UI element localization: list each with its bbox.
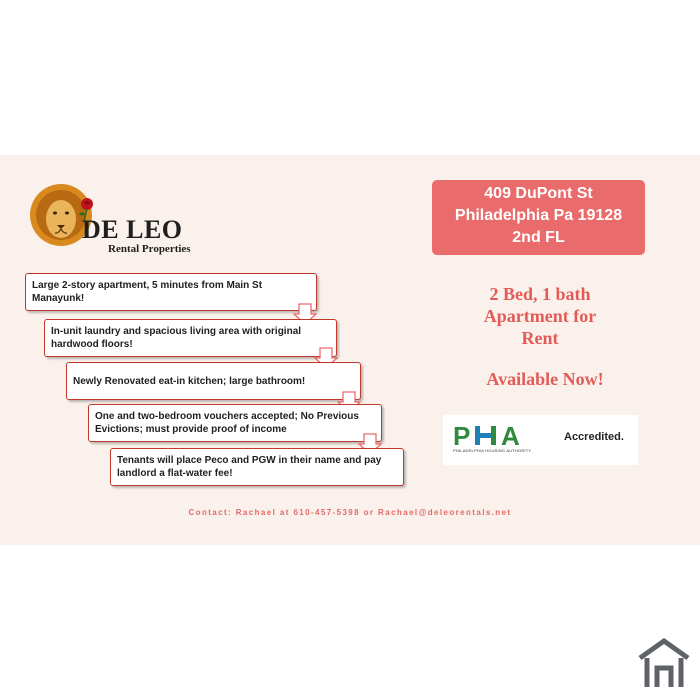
- feature-step-text: Newly Renovated eat-in kitchen; large bathroom!: [73, 376, 306, 387]
- feature-step-text: Large 2-story apartment, 5 minutes from Main St Manayunk!: [32, 280, 263, 304]
- feature-step-2: [44, 319, 337, 357]
- headline-line-1: 2 Bed, 1 bath: [489, 284, 591, 304]
- listing-headline: [440, 283, 640, 349]
- feature-step-3: [66, 362, 361, 400]
- headline-line-3: Rent: [521, 328, 559, 348]
- feature-step-1: [25, 273, 317, 311]
- svg-text:P: P: [453, 423, 471, 447]
- feature-step-5: [110, 448, 404, 486]
- pha-accreditation-badge: [443, 415, 638, 465]
- address-floor: 2nd FL: [512, 229, 565, 246]
- contact-info: Contact: Rachael at 610-457-5398 or Rachael@deleorentals.net: [188, 508, 512, 517]
- brand-name: DE LEO: [82, 215, 183, 244]
- feature-step-text: One and two-bedroom vouchers accepted; No Previous Evictions; must provide proof of income: [95, 411, 359, 435]
- accredited-label: Accredited.: [564, 431, 624, 443]
- rental-flyer: [0, 155, 700, 545]
- address-city: Philadelphia Pa 19128: [454, 207, 623, 224]
- pha-org-name: PHILADELPHIA HOUSING AUTHORITY: [453, 448, 532, 453]
- feature-step-text: In-unit laundry and spacious living area with original hardwood floors!: [51, 326, 302, 350]
- home-icon[interactable]: [638, 638, 690, 688]
- feature-step-text: Tenants will place Peco and PGW in their name and pay landlord a flat-water fee!: [117, 455, 382, 479]
- headline-line-2: Apartment for: [483, 306, 597, 326]
- availability-text: Available Now!: [486, 369, 604, 389]
- brand-subtitle: Rental Properties: [108, 243, 191, 255]
- svg-text:A: A: [501, 423, 520, 447]
- address-box: [432, 180, 645, 255]
- address-street: 409 DuPont St: [484, 185, 593, 202]
- feature-step-4: [88, 404, 382, 442]
- pha-logo: [453, 423, 548, 447]
- de-leo-logo: [28, 177, 191, 257]
